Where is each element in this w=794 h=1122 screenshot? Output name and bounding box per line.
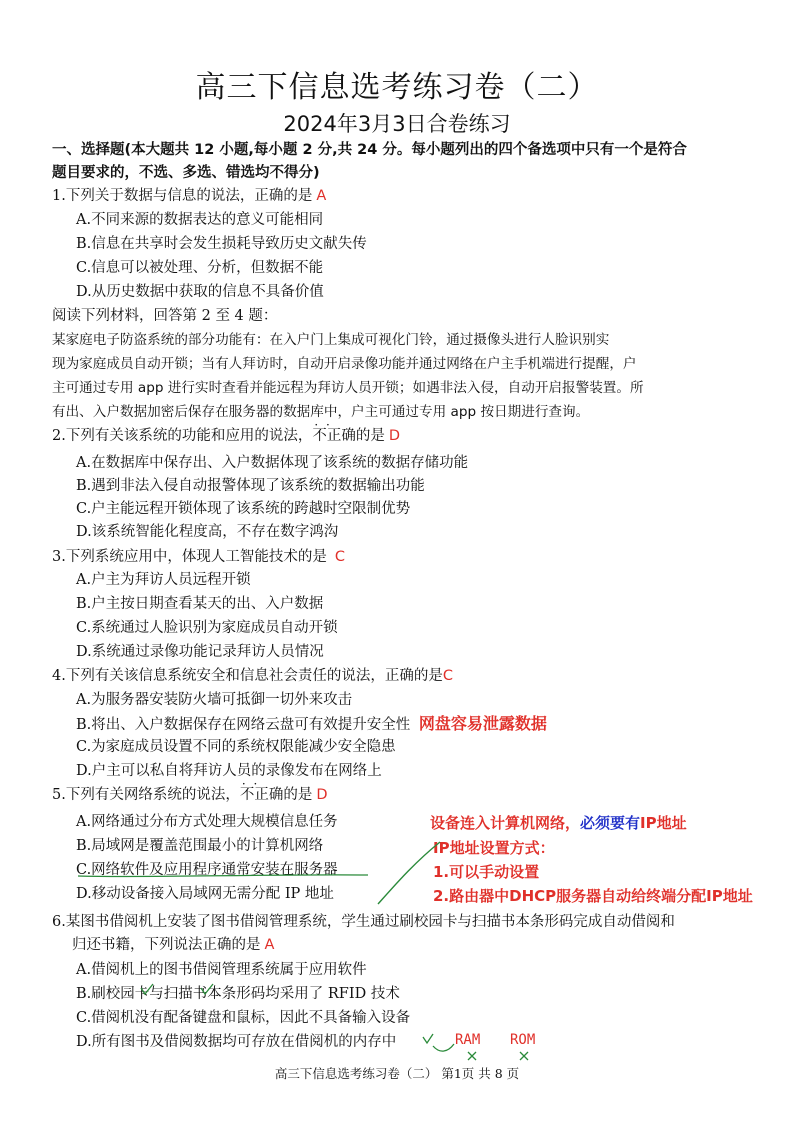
question-6-option-b: B.刷校园卡与扫描书本条形码均采用了 RFID 技术	[76, 986, 400, 1002]
section-heading-line2: 题目要求的，不选、多选、错选均不得分)	[52, 165, 320, 181]
question-5-stem-post: 的是	[283, 787, 313, 803]
question-5-note-line-3: 1.可以手动设置	[433, 863, 540, 881]
question-4-option-c: C.为家庭成员设置不同的系统权限能减少安全隐患	[76, 739, 396, 755]
option-d-check-mark	[423, 1034, 433, 1043]
reading-line-1: 某家庭电子防盗系统的部分功能有：在入户门上集成可视化门铃，通过摄像头进行人脸识别实	[52, 332, 610, 348]
section-heading-line1: 一、选择题(本大题共 12 小题,每小题 2 分,共 24 分。每小题列出的四个备选项中只有一个是符合	[52, 142, 687, 158]
question-5-answer: D	[316, 787, 328, 803]
question-5-note-line-1	[430, 812, 687, 833]
option-d-arrow-mark	[433, 1044, 454, 1051]
question-2-option-d: D.该系统智能化程度高，不存在数字鸿沟	[76, 524, 339, 540]
question-2-stem-post: 的是	[355, 428, 385, 444]
question-4-option-d: D.户主可以私自将拜访人员的录像发布在网络上	[76, 763, 382, 779]
question-5-option-d: D.移动设备接入局域网无需分配 IP 地址	[76, 886, 334, 902]
question-1-option-a: A.不同来源的数据表达的意义可能相同	[76, 212, 324, 228]
question-3-option-b: B.户主按日期查看某天的出、入户数据	[76, 596, 324, 612]
question-1	[52, 184, 326, 205]
question-5-note-line-4: 2.路由器中DHCP服务器自动给终端分配IP地址	[433, 887, 753, 905]
question-3	[52, 545, 345, 566]
reading-line-3: 主可通过专用 app 进行实时查看并能远程为拜访人员开锁；如遇非法入侵，自动开启报警装置。所	[52, 380, 644, 396]
page-title: 高三下信息选考练习卷（二）	[195, 70, 599, 105]
reading-line-2: 现为家庭成员自动开锁；当有人拜访时，自动开启录像功能并通过网络在户主手机端进行提醒，户	[52, 356, 637, 372]
question-2-option-c: C.户主能远程开锁体现了该系统的跨越时空限制优势	[76, 501, 411, 517]
question-1-option-c: C.信息可以被处理、分析，但数据不能	[76, 260, 324, 276]
question-6-answer: A	[264, 937, 275, 953]
question-6-option-c: C.借阅机没有配备键盘和鼠标，因此不具备输入设备	[76, 1010, 411, 1026]
question-4-stem: 4.下列有关该信息系统安全和信息社会责任的说法，正确的是	[52, 668, 443, 684]
question-1-stem: 1.下列关于数据与信息的说法，正确的是	[52, 188, 313, 204]
question-2-answer: D	[388, 428, 401, 444]
note-line-1-red-2: IP地址	[640, 814, 687, 832]
question-6-stem-line-2: 归还书籍，下列说法正确的是	[72, 937, 261, 953]
question-4-answer: C	[442, 668, 453, 684]
question-5	[52, 783, 328, 804]
page-footer: 高三下信息选考练习卷（二） 第1页 共 8 页	[274, 1066, 520, 1081]
question-6-option-a: A.借阅机上的图书借阅管理系统属于应用软件	[76, 962, 367, 978]
question-5-stem-pre: 5.下列有关网络系统的说法，	[52, 787, 240, 803]
reading-line-4: 有出、入户数据加密后保存在服务器的数据库中，户主可通过专用 app 按日期进行查询。	[52, 404, 590, 420]
reading-intro: 阅读下列材料，回答第 2 至 4 题：	[52, 308, 278, 324]
question-3-option-d: D.系统通过录像功能记录拜访人员情况	[76, 644, 324, 660]
question-2	[52, 424, 400, 445]
question-6-stem-line-1: 6.某图书借阅机上安装了图书借阅管理系统，学生通过刷校园卡与扫描书本条形码完成自动借阅和	[52, 914, 675, 930]
note-line-1-red: 设备连入计算机网络，	[430, 814, 581, 832]
question-6-note-rom: ROM	[510, 1032, 536, 1048]
question-5-option-a: A.网络通过分布方式处理大规模信息任务	[76, 814, 338, 830]
question-2-stem-pre: 2.下列有关该系统的功能和应用的说法，	[52, 428, 313, 444]
question-2-stem-emphasis: 不正确 · ·	[312, 428, 356, 444]
question-6-option-d: D.所有图书及借阅数据均可存放在借阅机的内存中	[76, 1034, 397, 1050]
question-5-note-line-2: IP地址设置方式：	[433, 839, 555, 857]
question-1-answer: A	[316, 188, 327, 204]
question-6	[72, 933, 274, 954]
page-subtitle: 2024年3月3日合卷练习	[283, 112, 511, 136]
note-line-1-blue: 必须要有	[580, 814, 641, 832]
rom-cross-mark	[520, 1052, 528, 1060]
question-5-stem-emphasis: 不正确 · ·	[240, 787, 284, 803]
question-3-stem: 3.下列系统应用中，体现人工智能技术的是	[52, 549, 327, 565]
question-4-option-a: A.为服务器安装防火墙可抵御一切外来攻击	[76, 692, 353, 708]
question-5-option-c: C.网络软件及应用程序通常安装在服务器	[76, 862, 338, 878]
question-5-option-b: B.局域网是覆盖范围最小的计算机网络	[76, 838, 324, 854]
question-3-answer: C	[334, 549, 345, 565]
question-4	[52, 664, 453, 685]
question-4-option-b	[76, 711, 547, 734]
question-1-option-b: B.信息在共享时会发生损耗导致历史文献失传	[76, 236, 367, 252]
question-2-option-a: A.在数据库中保存出、入户数据体现了该系统的数据存储功能	[76, 455, 469, 471]
pointer-arrow-mark	[378, 842, 440, 904]
question-4-note: 网盘容易泄露数据	[418, 714, 547, 733]
question-2-option-b: B.遇到非法入侵自动报警体现了该系统的数据输出功能	[76, 478, 425, 494]
question-6-note-ram: RAM	[455, 1032, 481, 1048]
question-3-option-a: A.户主为拜访人员远程开锁	[76, 572, 251, 588]
ram-cross-mark	[468, 1052, 476, 1060]
question-4-option-b-text: B.将出、入户数据保存在网络云盘可有效提升安全性	[76, 717, 411, 733]
question-1-option-d: D.从历史数据中获取的信息不具备价值	[76, 284, 324, 300]
question-3-option-c: C.系统通过人脸识别为家庭成员自动开锁	[76, 620, 338, 636]
